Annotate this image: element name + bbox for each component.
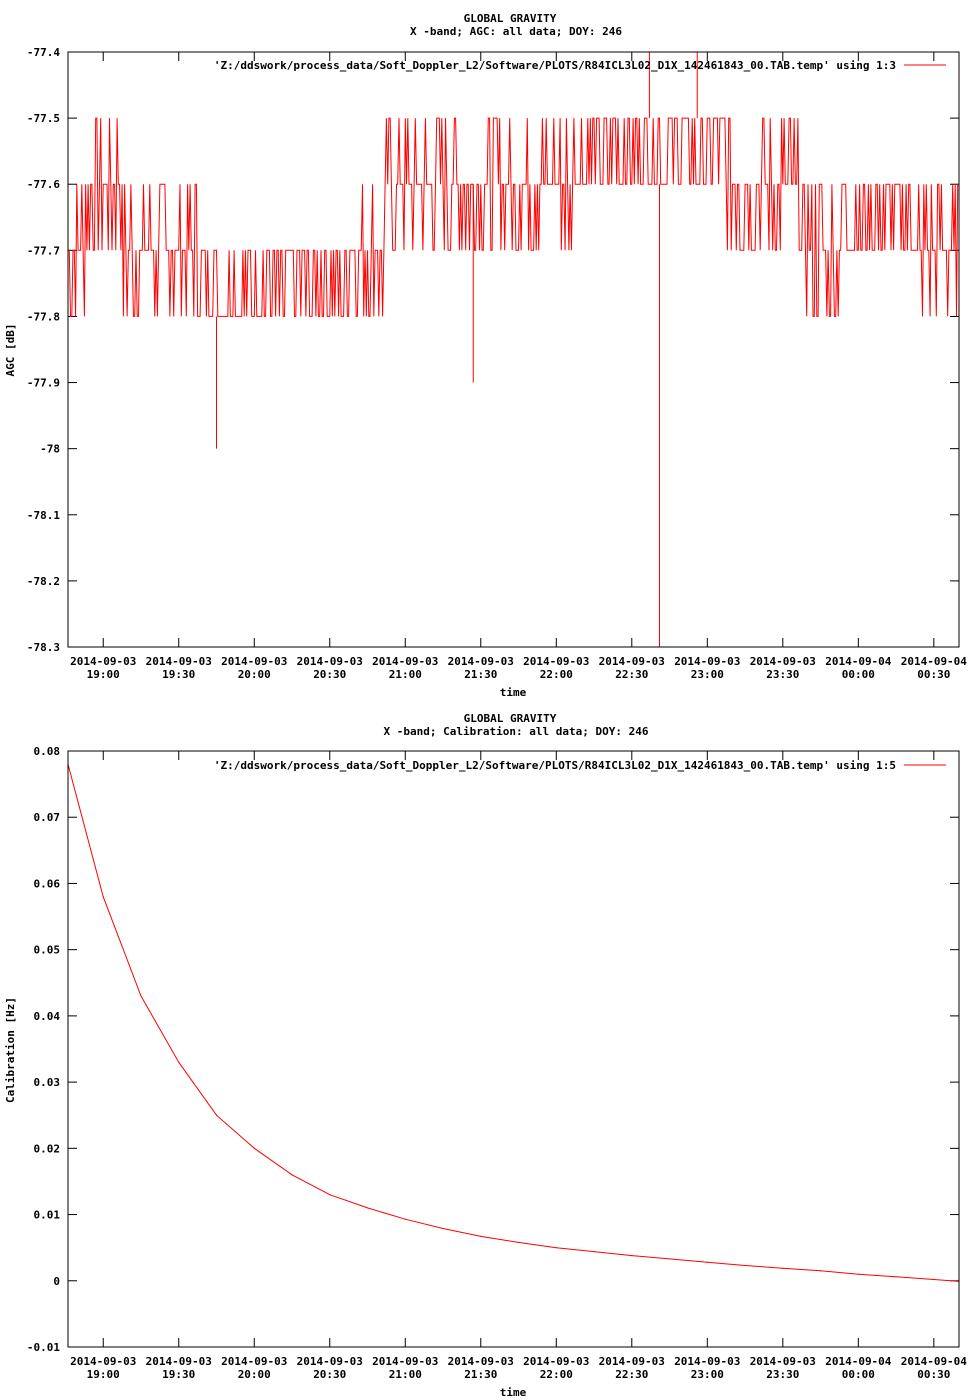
agc-y-tick-label: -78 (40, 442, 60, 456)
agc-x-tick-date-label: 2014-09-03 (296, 655, 363, 668)
agc-x-tick-date-label: 2014-09-03 (70, 655, 137, 668)
agc-x-tick-time-label: 21:00 (388, 668, 422, 681)
agc-y-tick-label: -77.8 (26, 310, 60, 324)
calibration-data-point (367, 1207, 368, 1208)
calibration-x-tick-time-label: 19:30 (162, 1368, 196, 1381)
agc-y-tick-label: -78.1 (26, 508, 60, 522)
calibration-x-tick-time-label: 19:00 (86, 1368, 120, 1381)
calibration-chart-title: GLOBAL GRAVITY (463, 712, 557, 725)
agc-x-tick-time-label: 00:00 (841, 668, 875, 681)
agc-y-tick-label: -78.3 (26, 641, 60, 654)
calibration-y-tick-label: 0.02 (33, 1142, 60, 1156)
agc-x-tick-date-label: 2014-09-03 (523, 655, 590, 668)
calibration-x-tick-date-label: 2014-09-03 (145, 1355, 212, 1368)
calibration-data-point (140, 995, 141, 996)
agc-chart-title: GLOBAL GRAVITY (463, 12, 557, 25)
calibration-data-point (178, 1062, 179, 1063)
calibration-y-tick-label: 0 (53, 1274, 60, 1288)
calibration-data-point (329, 1194, 330, 1195)
calibration-data-point (631, 1255, 632, 1256)
calibration-x-tick-date-label: 2014-09-03 (372, 1355, 439, 1368)
calibration-data-point (593, 1251, 594, 1252)
agc-x-tick-time-label: 22:00 (539, 668, 573, 681)
agc-y-tick-label: -77.9 (26, 376, 60, 390)
calibration-data-point (820, 1270, 821, 1271)
calibration-data-point (216, 1115, 217, 1116)
agc-x-tick-time-label: 19:30 (162, 668, 196, 681)
calibration-data-point (556, 1247, 557, 1248)
agc-legend-label: 'Z:/ddswork/process_data/Soft_Doppler_L2/Software/PLOTS/R84ICL3L02_D1X_142461843_00.TAB.temp' using 1:3 (213, 59, 896, 72)
calibration-x-tick-date-label: 2014-09-04 (900, 1355, 967, 1368)
agc-x-tick-date-label: 2014-09-03 (372, 655, 439, 668)
calibration-data-point (782, 1268, 783, 1269)
calibration-y-tick-label: 0.08 (33, 745, 60, 758)
agc-y-tick-label: -77.6 (26, 178, 60, 192)
calibration-x-tick-date-label: 2014-09-04 (825, 1355, 892, 1368)
calibration-data-point (480, 1236, 481, 1237)
calibration-x-tick-date-label: 2014-09-03 (749, 1355, 816, 1368)
calibration-data-point (291, 1174, 292, 1175)
agc-x-tick-date-label: 2014-09-03 (221, 655, 288, 668)
agc-x-tick-date-label: 2014-09-03 (674, 655, 741, 668)
calibration-x-tick-time-label: 21:30 (464, 1368, 498, 1381)
calibration-y-tick-label: 0.07 (33, 811, 60, 825)
agc-chart-subtitle: X -band; AGC: all data; DOY: 246 (410, 25, 622, 38)
calibration-data-point (669, 1258, 670, 1259)
calibration-x-tick-time-label: 23:30 (766, 1368, 800, 1381)
agc-x-tick-date-label: 2014-09-03 (447, 655, 514, 668)
calibration-x-tick-time-label: 00:30 (917, 1368, 951, 1381)
calibration-x-tick-date-label: 2014-09-03 (674, 1355, 741, 1368)
agc-y-tick-label: -78.2 (26, 574, 60, 588)
agc-x-axis-label: time (499, 686, 527, 699)
calibration-x-axis-label: time (499, 1386, 527, 1399)
calibration-data-point (707, 1262, 708, 1263)
calibration-chart-subtitle: X -band; Calibration: all data; DOY: 246 (383, 725, 649, 738)
agc-y-tick-label: -77.5 (26, 112, 60, 126)
calibration-data-point (744, 1265, 745, 1266)
calibration-data-point (442, 1228, 443, 1229)
calibration-data-point (103, 896, 104, 897)
agc-x-tick-time-label: 19:00 (86, 668, 120, 681)
calibration-y-tick-label: 0.06 (33, 877, 60, 891)
agc-x-tick-time-label: 21:30 (464, 668, 498, 681)
calibration-y-tick-label: 0.04 (33, 1009, 60, 1023)
agc-x-tick-time-label: 00:30 (917, 668, 951, 681)
calibration-y-tick-label: 0.05 (33, 943, 60, 957)
calibration-y-tick-label: 0.03 (33, 1076, 60, 1090)
agc-y-tick-label: -77.4 (26, 46, 60, 59)
calibration-data-point (254, 1148, 255, 1149)
calibration-y-axis-label: Calibration [Hz] (4, 997, 17, 1103)
calibration-data-point (405, 1219, 406, 1220)
agc-x-tick-time-label: 23:00 (690, 668, 724, 681)
calibration-y-tick-label: -0.01 (26, 1341, 60, 1354)
calibration-data-point (858, 1274, 859, 1275)
agc-x-tick-date-label: 2014-09-03 (598, 655, 665, 668)
calibration-x-tick-time-label: 20:00 (237, 1368, 271, 1381)
agc-x-tick-time-label: 20:00 (237, 668, 271, 681)
agc-x-tick-date-label: 2014-09-04 (825, 655, 892, 668)
calibration-x-tick-date-label: 2014-09-03 (598, 1355, 665, 1368)
agc-x-tick-date-label: 2014-09-04 (900, 655, 967, 668)
calibration-y-tick-label: 0.01 (33, 1208, 60, 1222)
calibration-x-tick-time-label: 22:30 (615, 1368, 649, 1381)
calibration-legend-label: 'Z:/ddswork/process_data/Soft_Doppler_L2/Software/PLOTS/R84ICL3L02_D1X_142461843_00.TAB.temp' using 1:5 (213, 759, 896, 772)
calibration-x-tick-time-label: 21:00 (388, 1368, 422, 1381)
calibration-x-tick-date-label: 2014-09-03 (221, 1355, 288, 1368)
agc-x-tick-time-label: 23:30 (766, 668, 800, 681)
calibration-x-tick-time-label: 22:00 (539, 1368, 573, 1381)
calibration-data-point (518, 1242, 519, 1243)
calibration-x-tick-date-label: 2014-09-03 (447, 1355, 514, 1368)
calibration-x-tick-time-label: 00:00 (841, 1368, 875, 1381)
calibration-data-point (895, 1276, 896, 1277)
agc-x-tick-date-label: 2014-09-03 (145, 655, 212, 668)
calibration-x-tick-time-label: 23:00 (690, 1368, 724, 1381)
calibration-x-tick-time-label: 20:30 (313, 1368, 347, 1381)
agc-x-tick-time-label: 20:30 (313, 668, 347, 681)
agc-x-tick-time-label: 22:30 (615, 668, 649, 681)
calibration-x-tick-date-label: 2014-09-03 (523, 1355, 590, 1368)
calibration-x-tick-date-label: 2014-09-03 (296, 1355, 363, 1368)
calibration-data-point (933, 1279, 934, 1280)
agc-x-tick-date-label: 2014-09-03 (749, 655, 816, 668)
calibration-x-tick-date-label: 2014-09-03 (70, 1355, 137, 1368)
agc-y-axis-label: AGC [dB] (4, 323, 17, 377)
agc-y-tick-label: -77.7 (26, 244, 60, 258)
